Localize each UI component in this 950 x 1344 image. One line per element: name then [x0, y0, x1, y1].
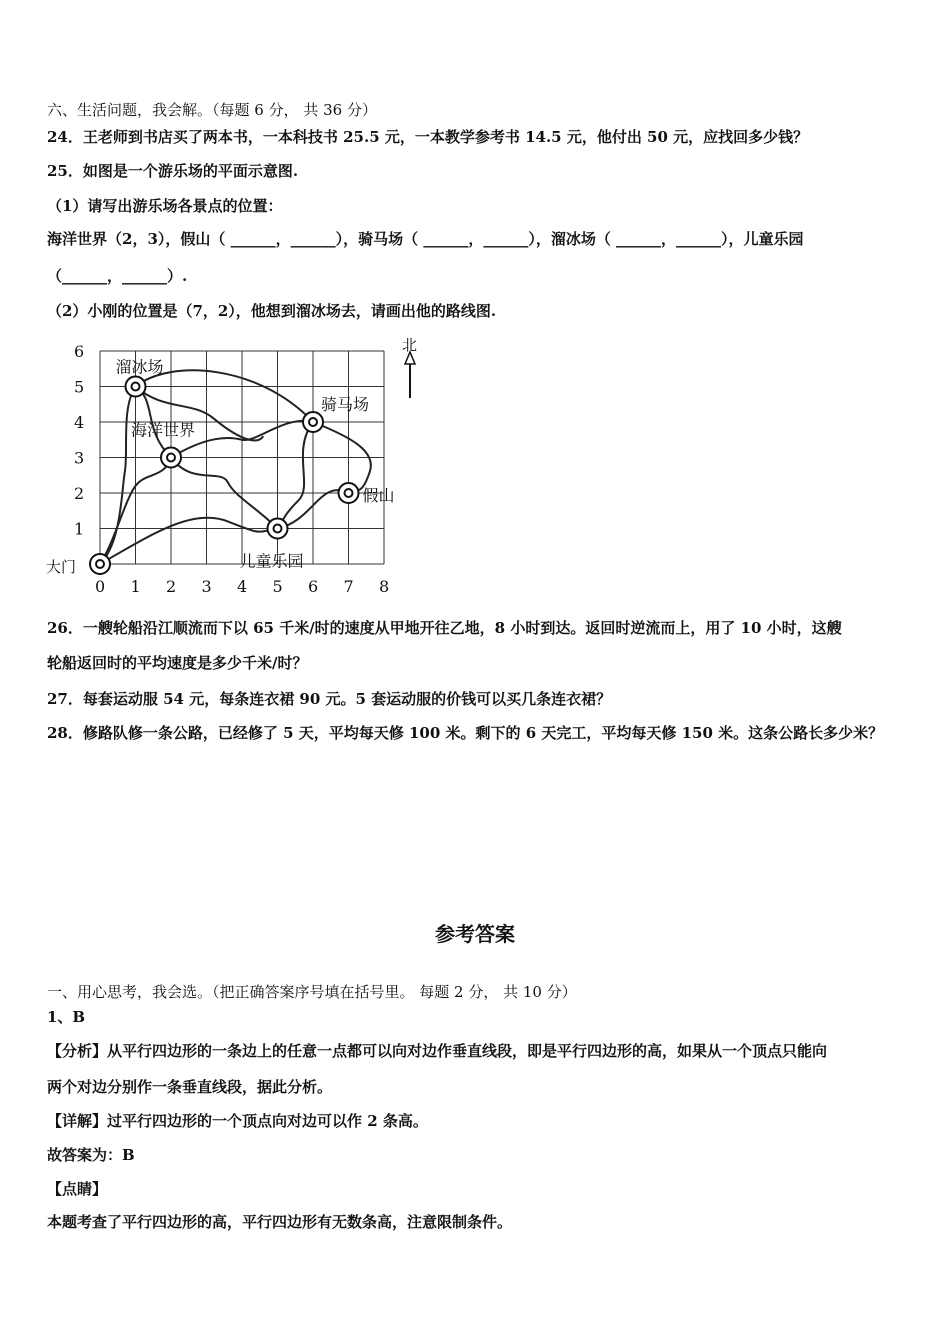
question-28: 28．修路队修一条公路，已经修了 5 天，平均每天修 100 米。剩下的 6 天完工，平均每天修 150 米。这条公路长多少米？: [47, 724, 884, 742]
place-marker-inner: [132, 383, 140, 391]
x-tick-label: 0: [95, 577, 106, 596]
section-6-heading: 六、生活问题，我会解。（每题 6 分， 共 36 分）: [47, 101, 377, 119]
gate-label: 大门: [46, 558, 77, 576]
amusement-park-map: [44, 334, 424, 604]
question-25-part-2: （2）小刚的位置是（7，2），他想到溜冰场去，请画出他的路线图.: [47, 302, 497, 320]
answer-1: 1、B: [47, 1008, 86, 1026]
gate-marker-inner: [96, 560, 104, 568]
detail: 【详解】过平行四边形的一个顶点向对边可以作 2 条高。: [47, 1112, 428, 1130]
question-25-blanks-line2: （______，______）.: [47, 267, 188, 285]
question-25: 25．如图是一个游乐场的平面示意图.: [47, 162, 299, 180]
place-label: 假山: [362, 486, 395, 505]
place-label: 骑马场: [321, 395, 370, 414]
analysis-line1: 【分析】从平行四边形的一条边上的任意一点都可以向对边作垂直线段，即是平行四边形的高，如果从一个顶点只能向: [47, 1042, 828, 1060]
place-label: 儿童乐园: [239, 551, 304, 571]
route-path: [136, 370, 314, 422]
point-heading: 【点睛】: [47, 1180, 108, 1198]
y-tick-label: 5: [74, 377, 85, 397]
place-label: 海洋世界: [131, 420, 196, 440]
y-tick-label: 4: [74, 413, 85, 432]
north-arrow: [402, 336, 417, 398]
place-marker-inner: [345, 489, 353, 497]
place-marker-inner: [167, 454, 175, 462]
route-path: [100, 387, 136, 565]
question-25-blanks-line1: 海洋世界（2，3），假山（ ______，______），骑马场（ ______，______），溜冰场（ ______，______），儿童乐园: [47, 230, 804, 248]
question-27: 27．每套运动服 54 元，每条连衣裙 90 元。5 套运动服的价钱可以买几条连衣裙？: [47, 690, 612, 708]
x-tick-label: 7: [343, 577, 354, 596]
x-tick-label: 4: [237, 577, 248, 596]
place-marker-inner: [274, 525, 282, 533]
x-tick-label: 8: [379, 577, 390, 596]
place-label: 溜冰场: [115, 357, 164, 377]
y-tick-label: 1: [74, 519, 85, 539]
question-26-line2: 轮船返回时的平均速度是多少千米/时？: [47, 654, 308, 672]
place-marker-inner: [309, 418, 317, 426]
x-tick-label: 2: [166, 577, 177, 596]
x-tick-label: 6: [308, 577, 319, 596]
x-tick-label: 3: [201, 577, 212, 596]
map-ticks: [74, 342, 389, 596]
question-25-part-1: （1）请写出游乐场各景点的位置：: [47, 197, 283, 215]
y-tick-label: 3: [74, 448, 85, 468]
question-26-line1: 26．一艘轮船沿江顺流而下以 65 千米/时的速度从甲地开往乙地，8 小时到达。返回时逆流而上，用了 10 小时，这艘: [47, 619, 842, 637]
analysis-line2: 两个对边分别作一条垂直线段，据此分析。: [47, 1078, 333, 1096]
y-tick-label: 2: [74, 484, 85, 503]
route-path: [278, 422, 314, 529]
answer-choice: 故答案为：B: [47, 1146, 135, 1164]
section-1-heading: 一、用心思考，我会选。（把正确答案序号填在括号里。 每题 2 分， 共 10 分）: [47, 983, 577, 1001]
y-tick-label: 6: [74, 342, 85, 361]
north-label: 北: [402, 336, 418, 354]
answer-title: 参考答案: [435, 922, 515, 946]
x-tick-label: 5: [272, 577, 283, 596]
question-24: 24．王老师到书店买了两本书，一本科技书 25.5 元，一本教学参考书 14.5 元，他付出 50 元，应找回多少钱？: [47, 128, 809, 146]
point-text: 本题考查了平行四边形的高，平行四边形有无数条高，注意限制条件。: [47, 1213, 513, 1231]
x-tick-label: 1: [130, 577, 141, 596]
